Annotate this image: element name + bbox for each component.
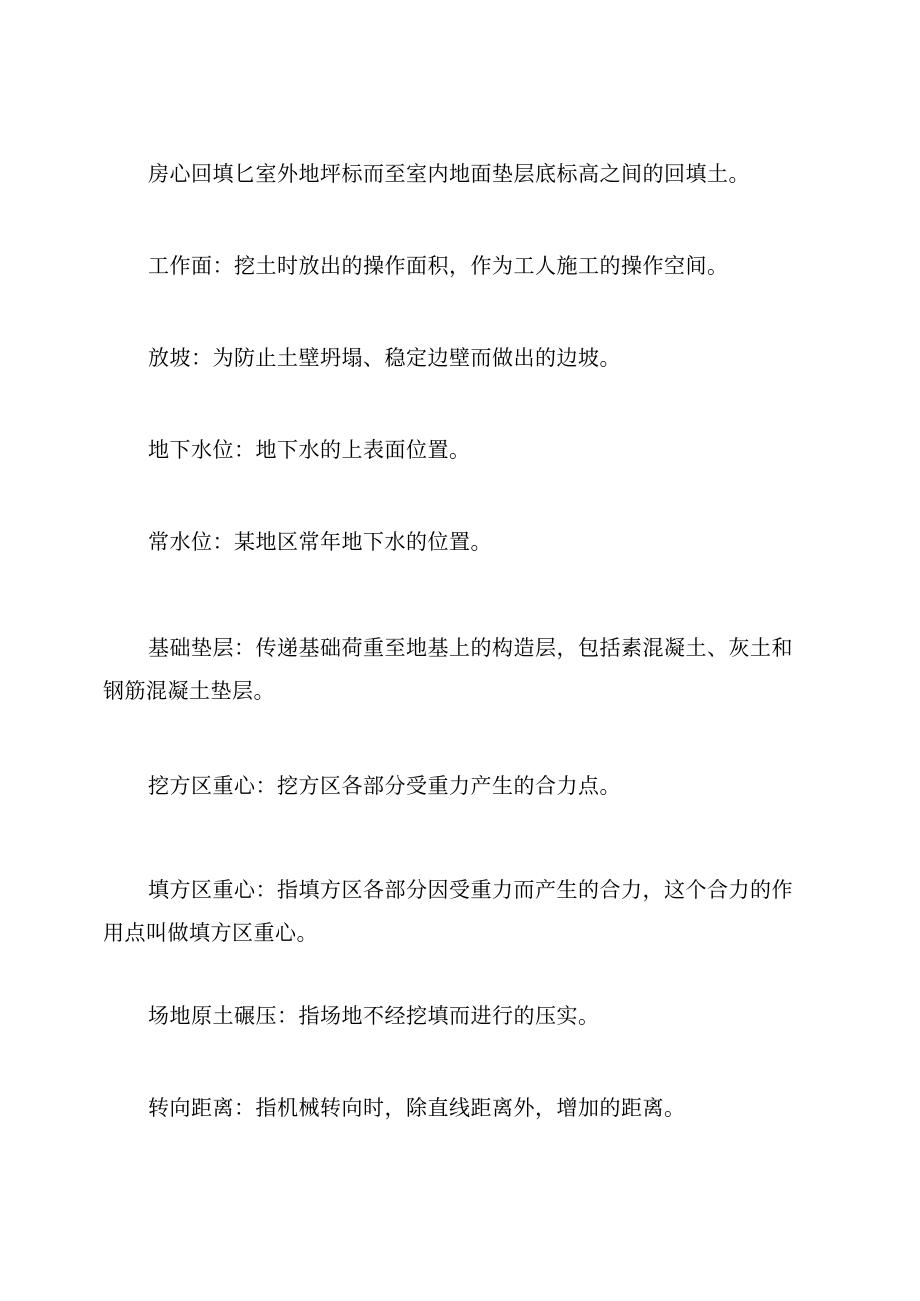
paragraph-site-compaction: 场地原土碾压：指场地不经挖填而进行的压实。 [148,1004,600,1028]
paragraph-working-face: 工作面：挖土时放出的操作面积，作为工人施工的操作空间。 [148,254,729,278]
paragraph-fill-centroid: 填方区重心：指填方区各部分因受重力而产生的合力，这个合力的作用点叫做填方区重心。 [103,878,793,945]
paragraph-foundation-cushion: 基础垫层：传递基础荷重至地基上的构造层，包括素混凝土、灰土和钢筋混凝土垫层。 [103,636,793,703]
paragraph-slope: 放坡：为防止土壁坍塌、稳定边壁而做出的边坡。 [148,346,621,370]
paragraph-groundwater-level: 地下水位：地下水的上表面位置。 [148,438,471,462]
paragraph-turning-distance: 转向距离：指机械转向时，除直线距离外，增加的距离。 [148,1096,686,1120]
paragraph-excavation-centroid: 挖方区重心：挖方区各部分受重力产生的合力点。 [148,774,621,798]
paragraph-normal-water-level: 常水位：某地区常年地下水的位置。 [148,530,492,554]
paragraph-backfill: 房心回填匕室外地坪标而至室内地面垫层底标高之间的回填土。 [148,162,750,186]
